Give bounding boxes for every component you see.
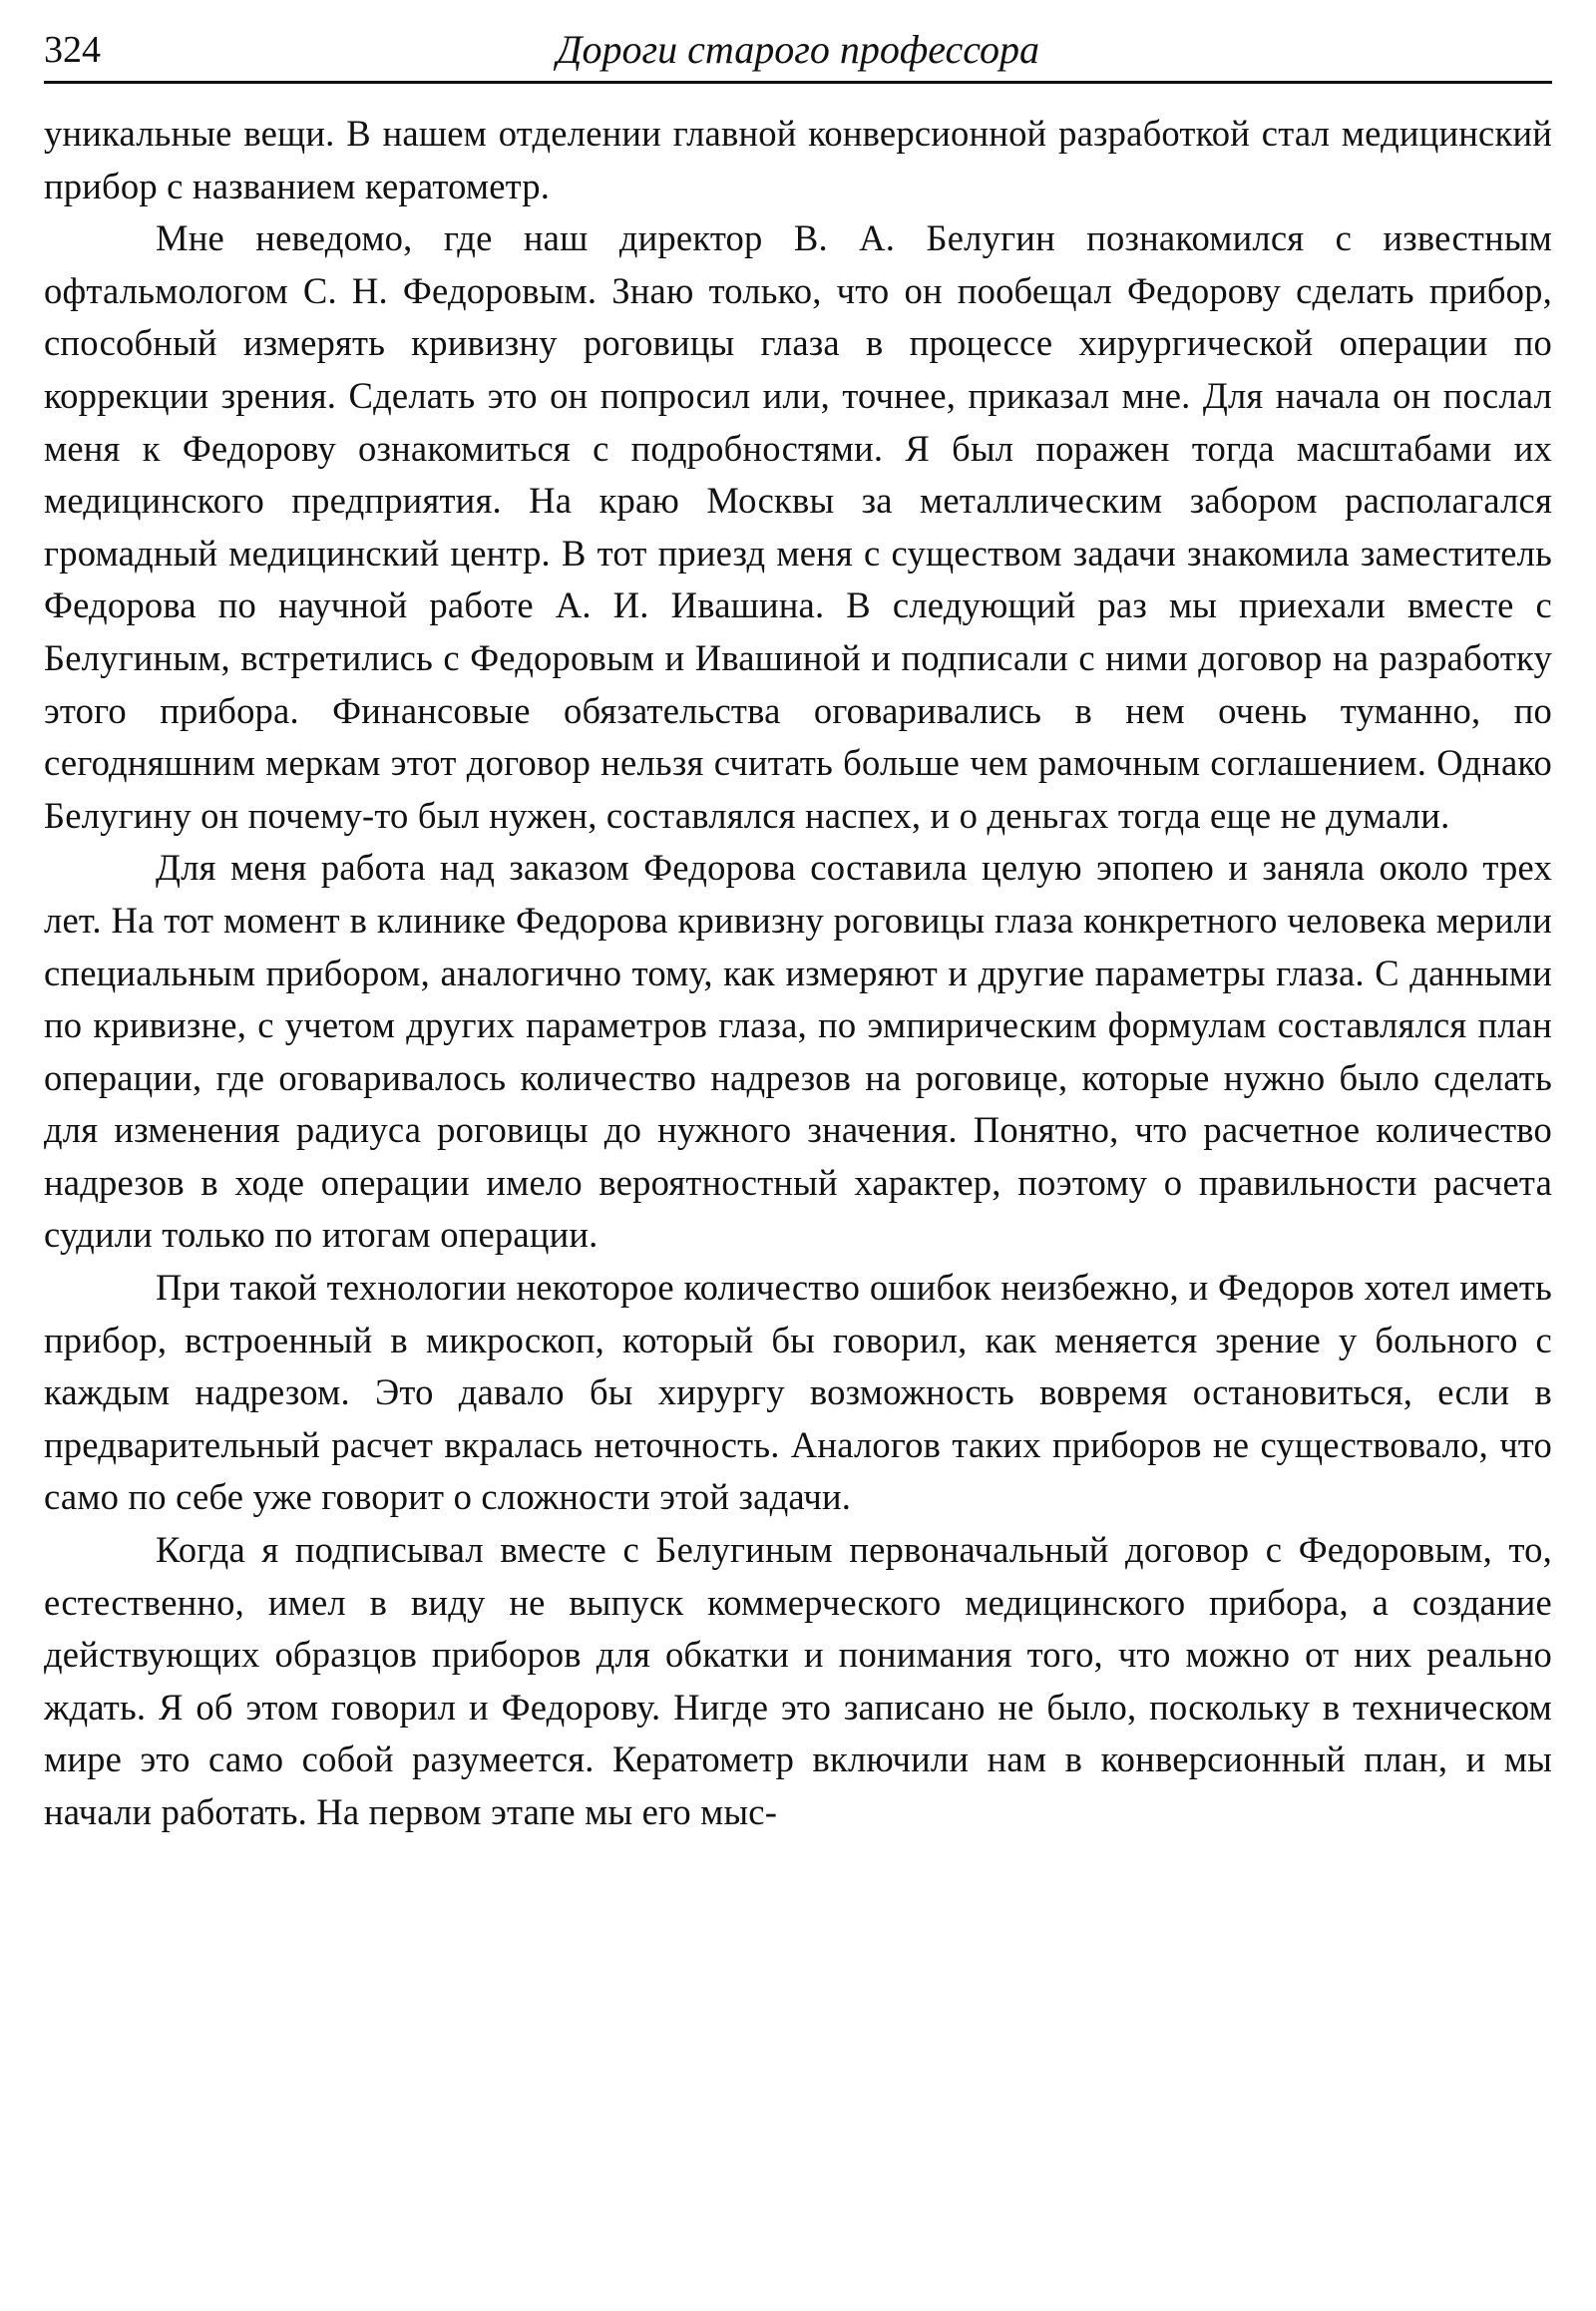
page-number: 324 [44, 29, 101, 71]
running-title: Дороги старого профессора [557, 27, 1039, 72]
running-header [44, 22, 1552, 84]
paragraph: Когда я подписывал вместе с Белугиным первоначальный договор с Федоровым, то, естественно, имел в виду не выпуск коммерческого медицинского прибора, а создание действующих образцов приборов для обкатки и понимания того, что можно от них реально ждать. Я об этом говорил и Федорову. Нигде это записано не было, поскольку в техническом мире это само собой разумеется. Кератометр включили нам в конверсионный план, и мы начали работать. На первом этапе мы его мыс- [44, 1529, 1552, 1832]
book-page [44, 22, 1552, 2296]
paragraph: При такой технологии некоторое количество ошибок неизбежно, и Федоров хотел иметь прибор, встроенный в микроскоп, который бы говорил, как меняется зрение у больного с каждым надрезом. Это давало бы хирургу возможность вовремя остановиться, если в предварительный расчет вкралась неточность. Аналогов таких приборов не существовало, что само по себе уже говорит о сложности этой задачи. [44, 1267, 1552, 1518]
paragraph: Мне неведомо, где наш директор В. А. Белугин познакомился с известным офтальмологом С. Н. Федоровым. Знаю только, что он пообещал Федорову сделать прибор, способный измерять кривизну роговицы глаза в процессе хирургической операции по коррекции зрения. Сделать это он попросил или, точнее, приказал мне. Для начала он послал меня к Федорову ознакомиться с подробностями. Я был поражен тогда масштабами их медицинского предприятия. На краю Москвы за металлическим забором располагался громадный медицинский центр. В тот приезд меня с существом задачи знакомила заместитель Федорова по научной работе А. И. Ивашина. В следующий раз мы приехали вместе с Белугиным, встретились с Федоровым и Ивашиной и подписали с ними договор на разработку этого прибора. Финансовые обязательства оговаривались в нем очень туманно, по сегодняшним меркам этот договор нельзя считать больше чем рамочным соглашением. Однако Белугину он почему-то был нужен, составлялся наспех, и о деньгах тогда еще не думали. [44, 217, 1552, 836]
body-text [44, 108, 1552, 1839]
paragraph: Для меня работа над заказом Федорова составила целую эпопею и заняла около трех лет. На тот момент в клинике Федорова кривизну роговицы глаза конкретного человека мерили специальным прибором, аналогично тому, как измеряют и другие параметры глаза. С данными по кривизне, с учетом других параметров глаза, по эмпирическим формулам составлялся план операции, где оговаривалось количество надрезов на роговице, которые нужно было сделать для изменения радиуса роговицы до нужного значения. Понятно, что расчетное количество надрезов в ходе операции имело вероятностный характер, поэтому о правильности расчета судили только по итогам операции. [44, 847, 1552, 1256]
paragraph: уникальные вещи. В нашем отделении главной конверсионной разработкой стал медицинский прибор с названием кератометр. [44, 113, 1552, 206]
